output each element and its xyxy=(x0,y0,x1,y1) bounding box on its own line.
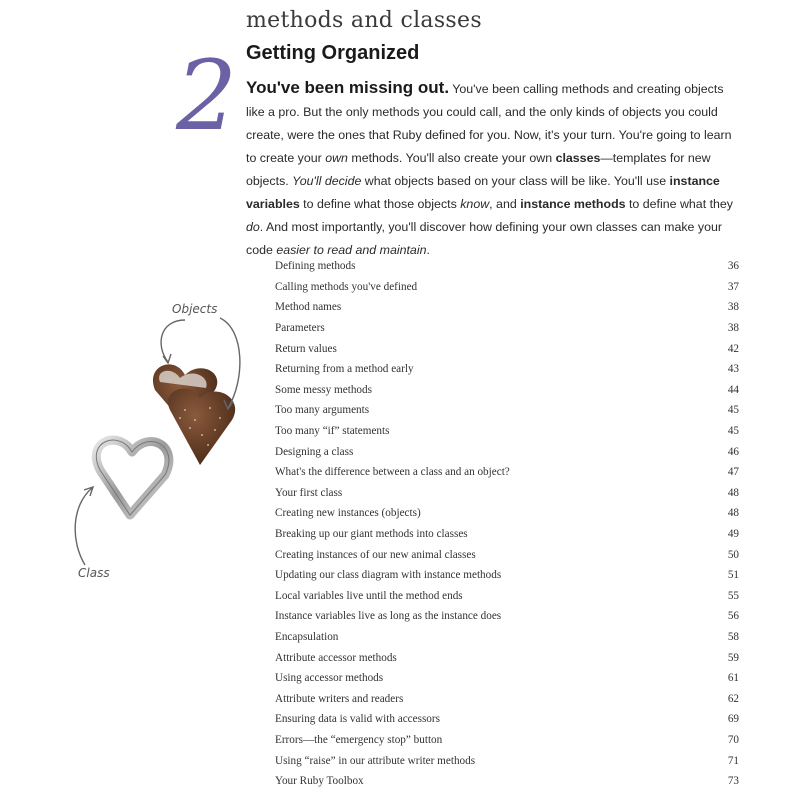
toc-entry-title: Creating new instances (objects) xyxy=(275,507,421,520)
toc-entry[interactable] xyxy=(275,503,739,524)
toc-entry-title: What's the difference between a class and an object? xyxy=(275,466,510,479)
toc-entry[interactable] xyxy=(275,688,739,709)
cookie-illustration xyxy=(60,290,260,590)
toc-entry[interactable] xyxy=(275,462,739,483)
toc-entry-page: 37 xyxy=(727,280,739,293)
cookie-front xyxy=(168,389,235,465)
toc-entry-page: 70 xyxy=(727,733,739,746)
toc-entry-title: Returning from a method early xyxy=(275,363,414,376)
toc-entry-title: Parameters xyxy=(275,322,325,335)
toc-entry-page: 73 xyxy=(727,775,739,788)
toc-entry-page: 49 xyxy=(727,528,739,541)
toc-entry-title: Instance variables live as long as the instance does xyxy=(275,610,502,623)
toc-entry-page: 58 xyxy=(727,630,739,643)
class-label: Class xyxy=(78,566,110,580)
toc-entry-page: 46 xyxy=(727,445,739,458)
toc-entry-page: 36 xyxy=(727,260,739,273)
toc-entry-title: Errors—the “emergency stop” button xyxy=(275,733,443,746)
toc-entry[interactable] xyxy=(275,730,739,751)
toc-entry-title: Designing a class xyxy=(275,445,354,458)
toc-entry-page: 43 xyxy=(727,363,739,376)
toc-entry[interactable] xyxy=(275,565,739,586)
toc-entry-title: Your first class xyxy=(275,486,343,499)
toc-entry[interactable] xyxy=(275,359,739,380)
toc-entry[interactable] xyxy=(275,256,739,277)
toc-entry[interactable] xyxy=(275,400,739,421)
toc-entry[interactable] xyxy=(275,647,739,668)
chapter-title: Getting Organized xyxy=(246,42,420,64)
toc-entry[interactable] xyxy=(275,318,739,339)
toc-entry[interactable] xyxy=(275,627,739,648)
chapter-number: 2 xyxy=(176,40,238,152)
toc-entry-title: Creating instances of our new animal classes xyxy=(275,548,476,561)
toc-entry-page: 48 xyxy=(727,486,739,499)
toc-entry-page: 69 xyxy=(727,713,739,726)
toc-entry[interactable] xyxy=(275,709,739,730)
table-of-contents xyxy=(275,256,739,791)
toc-entry-page: 56 xyxy=(727,610,739,623)
class-arrow xyxy=(75,488,92,565)
chapter-intro: You've been missing out. You've been calling methods and creating objects like a pro. But the only methods you could call, and the only kinds of objects you could create, were the ones that Ruby defined for you. Now, it's your turn. You're going to learn to create your own methods. You'll also create your own classes—templates for new objects. You'll decide what objects based on your class will be like. You'll use instance variables to define what those objects know, and instance methods to define what they do. And most importantly, you'll discover how defining your own classes can make your code easier to read and maintain. xyxy=(246,78,734,257)
toc-entry[interactable] xyxy=(275,297,739,318)
toc-entry-page: 45 xyxy=(727,404,739,417)
toc-entry-title: Your Ruby Toolbox xyxy=(275,775,364,788)
toc-entry-page: 38 xyxy=(727,322,739,335)
toc-entry-page: 44 xyxy=(727,383,739,396)
toc-entry[interactable] xyxy=(275,441,739,462)
toc-entry[interactable] xyxy=(275,544,739,565)
toc-entry-page: 38 xyxy=(727,301,739,314)
toc-entry-title: Attribute writers and readers xyxy=(275,692,404,705)
toc-entry-title: Local variables live until the method ends xyxy=(275,589,463,602)
toc-entry-page: 59 xyxy=(727,651,739,664)
toc-entry[interactable] xyxy=(275,483,739,504)
objects-label: Objects xyxy=(172,302,218,316)
toc-entry-page: 71 xyxy=(727,754,739,767)
toc-entry-title: Ensuring data is valid with accessors xyxy=(275,713,440,726)
objects-arrow-left xyxy=(161,320,185,362)
toc-entry[interactable] xyxy=(275,771,739,792)
toc-entry-page: 45 xyxy=(727,425,739,438)
toc-entry[interactable] xyxy=(275,421,739,442)
toc-entry-page: 48 xyxy=(727,507,739,520)
toc-entry-title: Calling methods you've defined xyxy=(275,280,418,293)
toc-entry-title: Attribute accessor methods xyxy=(275,651,397,664)
toc-entry[interactable] xyxy=(275,338,739,359)
toc-entry[interactable] xyxy=(275,586,739,607)
toc-entry-title: Updating our class diagram with instance methods xyxy=(275,569,502,582)
toc-entry-title: Some messy methods xyxy=(275,383,372,396)
toc-entry-title: Method names xyxy=(275,301,342,314)
toc-entry-page: 61 xyxy=(727,672,739,685)
toc-entry-title: Too many “if” statements xyxy=(275,425,390,438)
chapter-kicker: methods and classes xyxy=(246,8,482,33)
toc-entry-title: Using “raise” in our attribute writer methods xyxy=(275,754,476,767)
toc-entry[interactable] xyxy=(275,606,739,627)
toc-entry-title: Breaking up our giant methods into classes xyxy=(275,528,468,541)
toc-entry[interactable] xyxy=(275,380,739,401)
toc-entry-page: 50 xyxy=(727,548,739,561)
toc-entry-title: Return values xyxy=(275,342,337,355)
toc-entry-title: Encapsulation xyxy=(275,630,339,643)
toc-entry[interactable] xyxy=(275,668,739,689)
toc-entry-page: 55 xyxy=(727,589,739,602)
toc-entry-title: Defining methods xyxy=(275,260,356,273)
toc-entry[interactable] xyxy=(275,750,739,771)
toc-entry-page: 62 xyxy=(727,692,739,705)
toc-entry[interactable] xyxy=(275,524,739,545)
toc-entry-title: Using accessor methods xyxy=(275,672,384,685)
toc-entry[interactable] xyxy=(275,277,739,298)
toc-entry-page: 47 xyxy=(727,466,739,479)
toc-entry-page: 42 xyxy=(727,342,739,355)
toc-entry-page: 51 xyxy=(727,569,739,582)
intro-lead: You've been missing out. xyxy=(246,78,450,97)
toc-entry-title: Too many arguments xyxy=(275,404,370,417)
